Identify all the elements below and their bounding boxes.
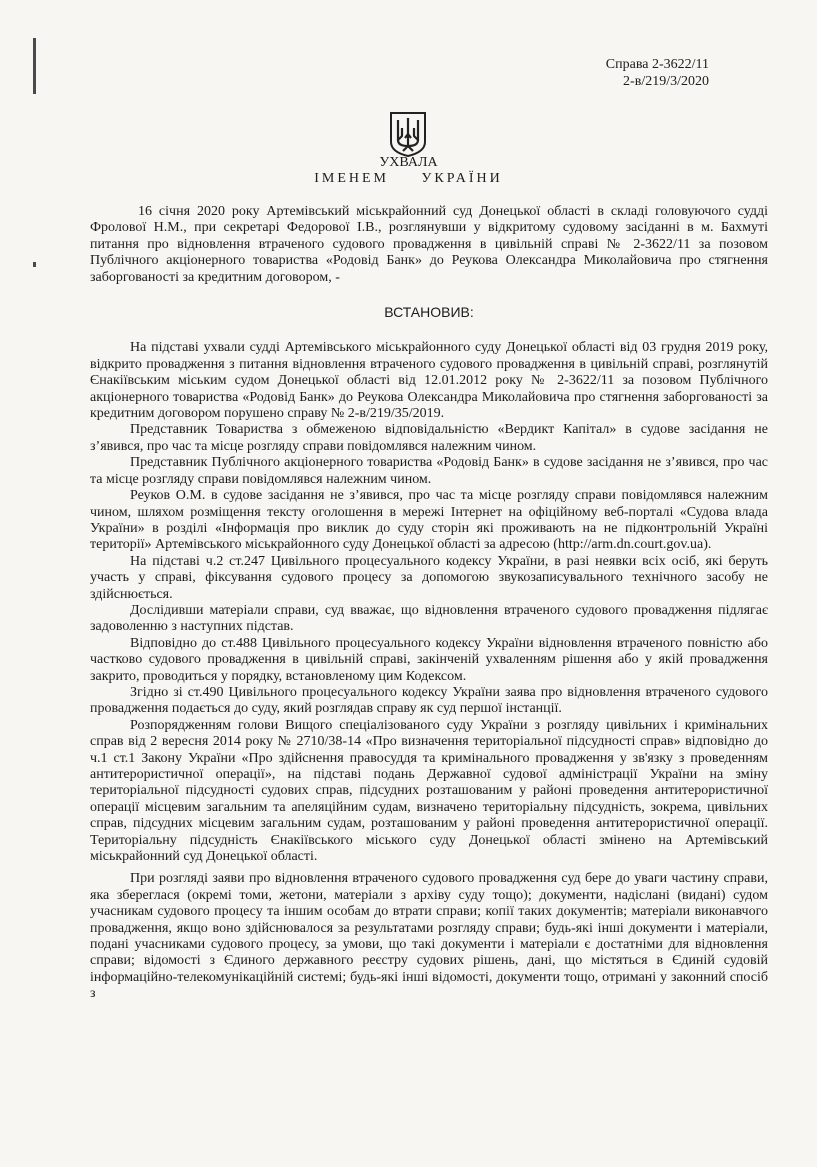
case-number — [606, 56, 709, 90]
paragraph-5: На підставі ч.2 ст.247 Цивільного процесуального кодексу України, в разі неявки всіх осіб, які беруть участь у справі, фіксування судового процесу за допомогою звукозаписувального технічного засобу не здійснюється. — [90, 553, 768, 602]
paragraph-4: Реуков О.М. в судове засідання не з’явився, про час та місце розгляду справи повідомлявся належним чином, шляхом розміщення тексту оголошення в мережі Інтернет на офіційному веб-порталі «Судова влада України» в розділі «Інформація про виклик до суду сторін які проживають на не підконтрольній Україні території» Артемівського міськрайонного суду Донецької області за адресою (http://arm.dn.court.gov.ua). — [90, 488, 768, 553]
paragraph-9: Розпорядженням голови Вищого спеціалізованого суду України з розгляду цивільних і кримінальних справ від 2 вересня 2014 року № 2710/38-14 «Про визначення територіальної підсудності справ» відповідно до ч.1 ст.1 Закону України «Про здійснення правосуддя та кримінального провадження у зв'язку з проведенням антитерористичної операції», на підставі подань Державної судової адміністрації України на зміну територіальної підсудності судових справ, підсудних розташованим у районі проведення антитерористичної операції місцевим загальним та апеляційним судам, визначено територіальну підсудність, зокрема, цивільних справ, підсудних місцевим загальним судам, розташованим у районі проведення антитерористичної операції. Територіальну підсудність Єнакіївського міського суду Донецької області змінено на Артемівський міськрайонний суд Донецької області. — [90, 717, 768, 865]
trident-emblem-icon — [388, 110, 428, 158]
paragraph-7: Відповідно до ст.488 Цивільного процесуального кодексу України відновлення втраченого повністю або частково судового провадження в цивільній справі, закінченій ухваленням рішення або у якій провадження закрито, проводиться у порядку, встановленому цим Кодексом. — [90, 635, 768, 684]
case-number-line1: Справа 2-3622/11 — [605, 57, 709, 72]
paragraph-10: При розгляді заяви про відновлення втраченого судового провадження суд бере до уваги частину справи, яка збереглася (окремі томи, жетони, матеріали з архіву суду тощо); документи, надіслані (видані) судом учасникам судового процесу та іншим особам до втрати справи; копії таких документів; матеріали виконавчого провадження, якщо воно здійснювалося за результатами розгляду справи; будь-які інші документи і матеріали, подані учасниками судового процесу, за умови, що такі документи і матеріали є достатніми для відновлення справи; відомості з Єдиного державного реєстру судових рішень, дані, що містяться в Єдиній судовій інформаційно-телекомунікаційній системі; будь-які інші відомості, документи тощо, отримані у законний спосіб з — [90, 871, 768, 1002]
paragraph-1: На підставі ухвали судді Артемівського міськрайонного суду Донецької області від 03 грудня 2019 року, відкрито провадження з питання відновлення втраченого судового провадження в цивільній справі, розглянутій Єнакіївським міським судом Донецької області від 12.01.2012 року № 2-3622/11 за позовом Публічного акціонерного товариства «Родовід Банк» до Реукова Олександра Миколайовича про стягнення заборгованості за кредитним договором порушено справу № 2-в/219/35/2019. — [90, 340, 768, 422]
case-number-line2: 2-в/219/3/2020 — [623, 74, 709, 89]
title-ukhvala: УХВАЛА — [379, 155, 438, 170]
paragraph-2: Представник Товариства з обмеженою відповідальністю «Вердикт Капітал» в судове засідання не з’явився, про час та місце розгляду справи повідомлявся належним чином. — [90, 422, 768, 454]
document-body — [90, 204, 768, 1003]
paragraph-6: Дослідивши матеріали справи, суд вважає, що відновлення втраченого судового провадження підлягає задоволенню з наступних підстав. — [90, 602, 768, 635]
title-imenem-ukrainy: ІМЕНЕМ УКРАЇНИ — [314, 171, 503, 186]
scan-mark-dot — [33, 262, 36, 267]
intro-paragraph: 16 січня 2020 року Артемівський міськрайонний суд Донецької області в складі головуючого судді Фролової Н.М., при секретарі Федорової І.В., розглянувши у відкритому судовому засіданні в м. Бахмуті питання про відновлення втраченого судового провадження в цивільній справі № 2-3622/11 за позовом Публічного акціонерного товариства «Родовід Банк» до Реукова Олександра Миколайовича про стягнення заборгованості за кредитним договором, - — [90, 204, 768, 285]
document-title — [0, 155, 817, 187]
scan-mark-left — [33, 38, 36, 94]
section-heading: ВСТАНОВИВ: — [384, 304, 474, 321]
paragraph-3: Представник Публічного акціонерного товариства «Родовід Банк» в судове засідання не з’явився, про час та місце розгляду справи повідомлявся належним чином. — [90, 455, 768, 487]
paragraph-8: Згідно зі ст.490 Цивільного процесуального кодексу України заява про відновлення втраченого судового провадження подається до суду, який розглядав справу як суд першої інстанції. — [90, 684, 768, 717]
